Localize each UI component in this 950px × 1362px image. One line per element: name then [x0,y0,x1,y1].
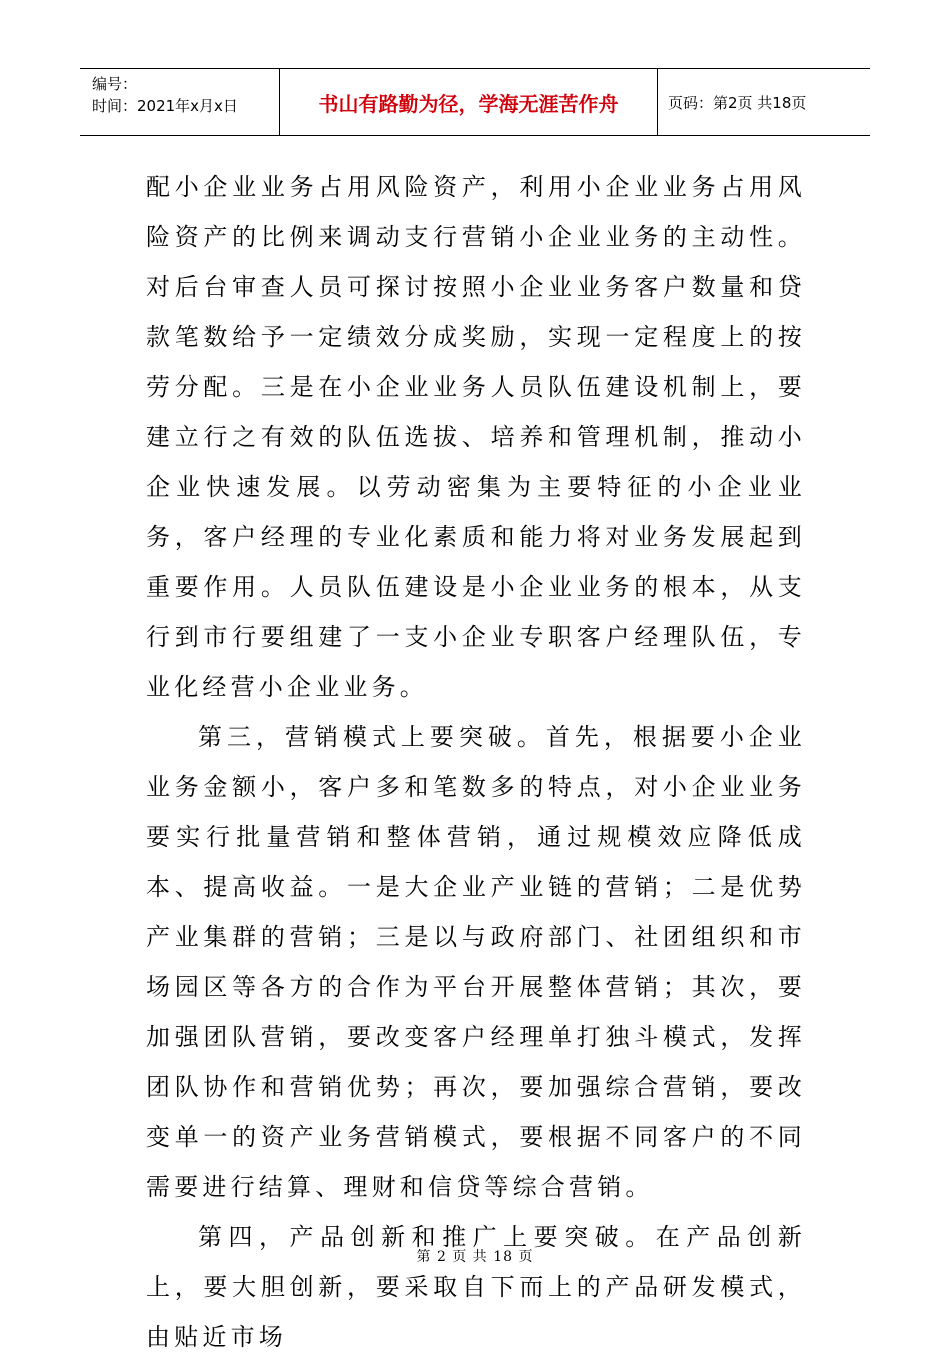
document-time-label: 时间：2021年x月x日 [92,97,238,115]
header-motto: 书山有路勤为径，学海无涯苦作舟 [280,69,658,135]
page-footer: 第 2 页 共 18 页 [416,1249,534,1265]
document-body [146,162,806,1362]
page-header [80,68,870,136]
header-page-code: 页码：第2页 共18页 [668,93,807,112]
header-meta [80,69,280,135]
body-paragraph-3: 第四，产品创新和推广上要突破。在产品创新上，要大胆创新，要采取自下而上的产品研发模式，由贴近市场 [146,1223,806,1351]
body-paragraph-1: 配小企业业务占用风险资产，利用小企业业务占用风险资产的比例来调动支行营销小企业业务的主动性。对后台审查人员可探讨按照小企业业务客户数量和贷款笔数给予一定绩效分成奖励，实现一定程度上的按劳分配。三是在小企业业务人员队伍建设机制上，要建立行之有效的队伍选拔、培养和管理机制，推动小企业快速发展。以劳动密集为主要特征的小企业业务，客户经理的专业化素质和能力将对业务发展起到重要作用。人员队伍建设是小企业业务的根本，从支行到市行要组建了一支小企业专职客户经理队伍，专业化经营小企业业务。 [146,173,806,701]
body-paragraph-2: 第三，营销模式上要突破。首先，根据要小企业业务金额小，客户多和笔数多的特点，对小企业业务要实行批量营销和整体营销，通过规模效应降低成本、提高收益。一是大企业产业链的营销；二是优势产业集群的营销；三是以与政府部门、社团组织和市场园区等各方的合作为平台开展整体营销；其次，要加强团队营销，要改变客户经理单打独斗模式，发挥团队协作和营销优势；再次，要加强综合营销，要改变单一的资产业务营销模式，要根据不同客户的不同需要进行结算、理财和信贷等综合营销。 [146,723,806,1201]
document-number-label: 编号： [92,75,138,93]
